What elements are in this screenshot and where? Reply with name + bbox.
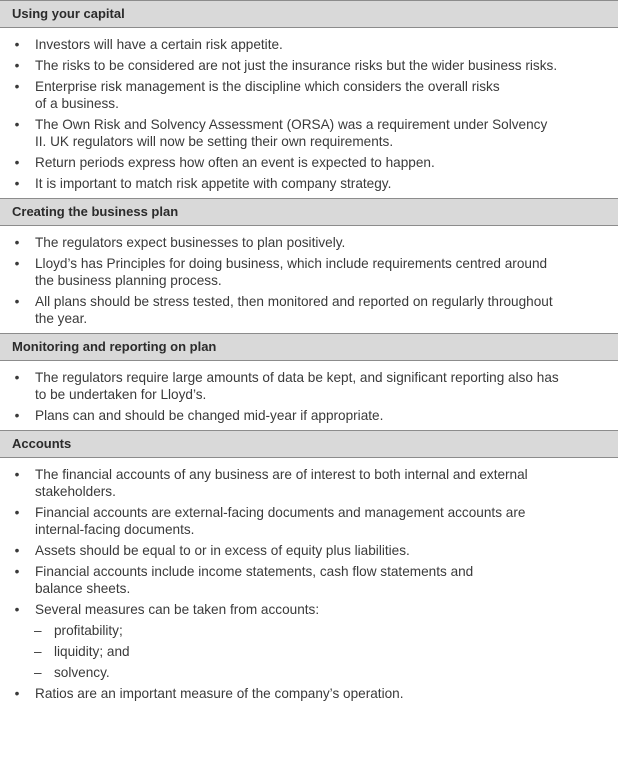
section-heading: Accounts bbox=[0, 430, 618, 458]
list-item: • Lloyd’s has Principles for doing business, which include requirements centred around the business planning process. bbox=[0, 255, 610, 289]
sub-list-item: – liquidity; and bbox=[34, 644, 130, 659]
section-monitoring-and-reporting bbox=[0, 333, 618, 430]
list-item: • It is important to match risk appetite with company strategy. bbox=[0, 175, 610, 192]
sub-list-item: – solvency. bbox=[34, 665, 110, 680]
list-item: • The Own Risk and Solvency Assessment (ORSA) was a requirement under Solvency II. UK regulators will now be setting their own requirements. bbox=[0, 116, 610, 150]
section-accounts bbox=[0, 430, 618, 708]
bullet-icon: • bbox=[14, 686, 20, 701]
bullet-icon: • bbox=[14, 543, 20, 558]
bullet-icon: • bbox=[14, 235, 20, 250]
bullet-icon: • bbox=[14, 467, 20, 482]
bullet-list bbox=[0, 458, 618, 708]
list-item: • Return periods express how often an event is expected to happen. bbox=[0, 154, 610, 171]
list-item: • Plans can and should be changed mid-year if appropriate. bbox=[0, 407, 610, 424]
bullet-icon: • bbox=[14, 37, 20, 52]
list-item: • The regulators require large amounts of data be kept, and significant reporting also has to be undertaken for Lloyd’s. bbox=[0, 369, 610, 403]
bullet-list bbox=[0, 226, 618, 333]
dash-icon: – bbox=[34, 665, 42, 680]
list-item: • The regulators expect businesses to plan positively. bbox=[0, 234, 610, 251]
bullet-icon: • bbox=[14, 79, 20, 94]
list-item: • The risks to be considered are not just the insurance risks but the wider business risks. bbox=[0, 57, 610, 74]
list-item: • Assets should be equal to or in excess of equity plus liabilities. bbox=[0, 542, 610, 559]
bullet-icon: • bbox=[14, 370, 20, 385]
bullet-icon: • bbox=[14, 117, 20, 132]
bullet-icon: • bbox=[14, 408, 20, 423]
bullet-icon: • bbox=[14, 256, 20, 271]
bullet-icon: • bbox=[14, 155, 20, 170]
bullet-icon: • bbox=[14, 58, 20, 73]
list-item: • Financial accounts include income statements, cash flow statements and balance sheets. bbox=[0, 563, 610, 597]
list-item: • Several measures can be taken from accounts: bbox=[0, 601, 610, 618]
section-heading: Monitoring and reporting on plan bbox=[0, 333, 618, 361]
list-item: • The financial accounts of any business are of interest to both internal and external stakeholders. bbox=[0, 466, 610, 500]
bullet-icon: • bbox=[14, 176, 20, 191]
list-item: • Enterprise risk management is the discipline which considers the overall risks of a business. bbox=[0, 78, 610, 112]
list-item: • Ratios are an important measure of the company’s operation. bbox=[0, 685, 610, 702]
list-item: • Investors will have a certain risk appetite. bbox=[0, 36, 610, 53]
section-creating-the-business-plan bbox=[0, 198, 618, 333]
bullet-icon: • bbox=[14, 505, 20, 520]
section-heading: Using your capital bbox=[0, 0, 618, 28]
dash-icon: – bbox=[34, 623, 42, 638]
bullet-icon: • bbox=[14, 564, 20, 579]
list-item: • All plans should be stress tested, then monitored and reported on regularly throughout the year. bbox=[0, 293, 610, 327]
bullet-list bbox=[0, 361, 618, 430]
bullet-icon: • bbox=[14, 602, 20, 617]
dash-icon: – bbox=[34, 644, 42, 659]
list-item: • Financial accounts are external-facing documents and management accounts are internal-facing documents. bbox=[0, 504, 610, 538]
bullet-list bbox=[0, 28, 618, 198]
section-heading: Creating the business plan bbox=[0, 198, 618, 226]
section-using-your-capital bbox=[0, 0, 618, 198]
bullet-icon: • bbox=[14, 294, 20, 309]
sub-list-item: – profitability; bbox=[34, 623, 123, 638]
